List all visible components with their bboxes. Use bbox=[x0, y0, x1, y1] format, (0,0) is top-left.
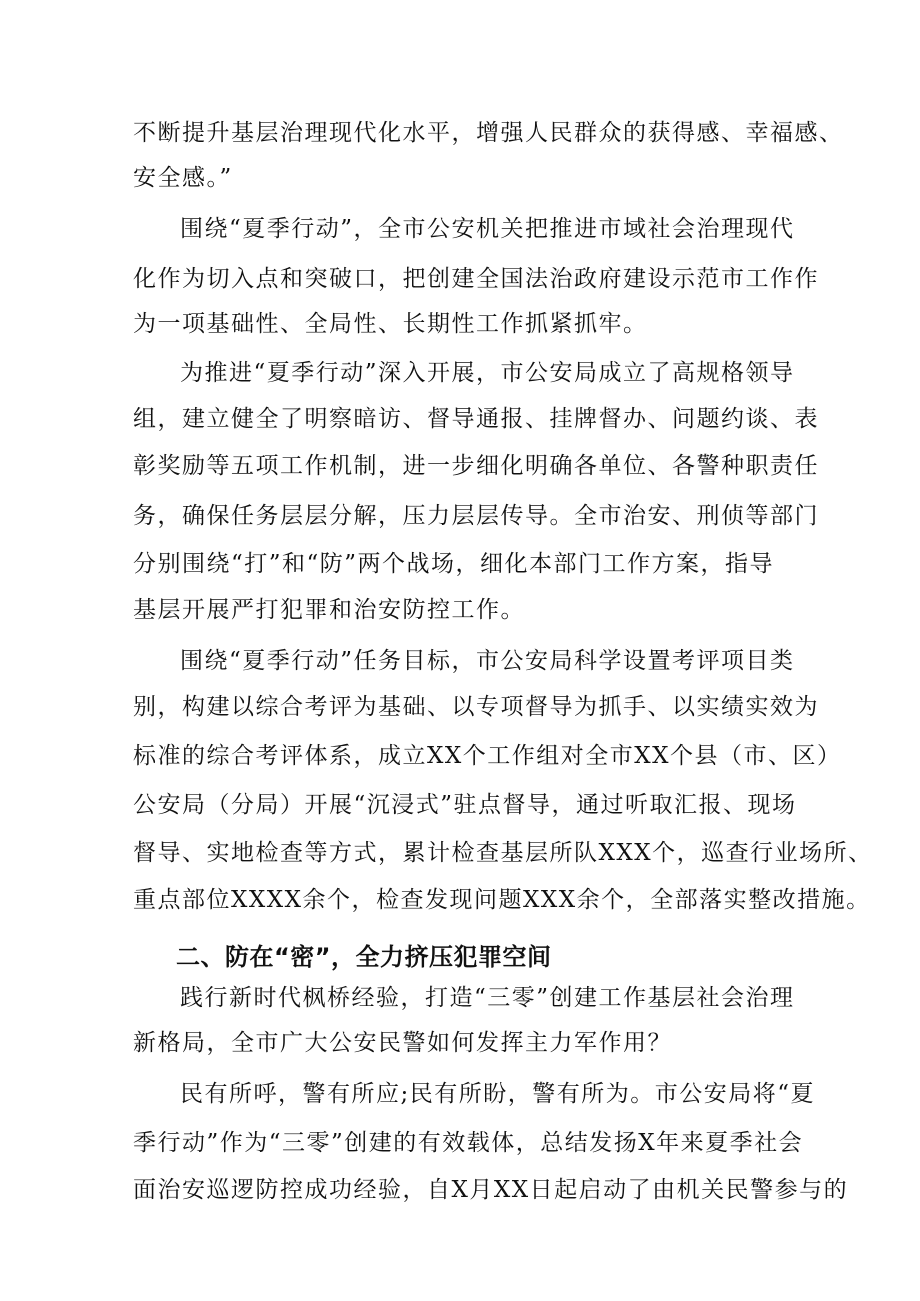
paragraph-line: 分别围绕“打”和“防”两个战场，细化本部门工作方案，指导 bbox=[133, 551, 775, 577]
paragraph-line: 彰奖励等五项工作机制，进一步细化明确各单位、各警种职责任 bbox=[133, 453, 819, 479]
paragraph-line: 不断提升基层治理现代化水平，增强人民群众的获得感、幸福感、 bbox=[133, 120, 844, 146]
paragraph-line: 践行新时代枫桥经验，打造“三零”创建工作基层社会治理 bbox=[180, 985, 795, 1011]
paragraph-line: 民有所呼，警有所应;民有所盼，警有所为。市公安局将“夏 bbox=[180, 1081, 816, 1107]
paragraph-line: 基层开展严打犯罪和治安防控工作。 bbox=[133, 597, 525, 623]
paragraph-line: 化作为切入点和突破口，把创建全国法治政府建设示范市工作作 bbox=[133, 266, 819, 292]
paragraph-line: 标准的综合考评体系，成立XX个工作组对全市XX个县（市、区） bbox=[133, 743, 842, 769]
paragraph-line: 为推进“夏季行动”深入开展，市公安局成立了高规格领导 bbox=[180, 360, 795, 386]
paragraph-line: 围绕“夏季行动”，全市公安机关把推进市域社会治理现代 bbox=[180, 216, 795, 242]
paragraph-line: 重点部位XXXX余个，检查发现问题XXX余个，全部落实整改措施。 bbox=[133, 887, 871, 913]
paragraph-line: 安全感。” bbox=[133, 165, 233, 191]
section-heading: 二、防在“密”，全力挤压犯罪空间 bbox=[176, 943, 552, 971]
paragraph-line: 围绕“夏季行动”任务目标，市公安局科学设置考评项目类 bbox=[180, 648, 795, 674]
paragraph-line: 公安局（分局）开展“沉浸式”驻点督导，通过听取汇报、现场 bbox=[133, 792, 797, 818]
paragraph-line: 务，确保任务层层分解，压力层层传导。全市治安、刑侦等部门 bbox=[133, 503, 819, 529]
paragraph-line: 为一项基础性、全局性、长期性工作抓紧抓牢。 bbox=[133, 311, 648, 337]
paragraph-line: 组，建立健全了明察暗访、督导通报、挂牌督办、问题约谈、表 bbox=[133, 406, 819, 432]
paragraph-line: 新格局，全市广大公安民警如何发挥主力军作用？ bbox=[133, 1030, 672, 1056]
paragraph-line: 面治安巡逻防控成功经验，自X月XX日起启动了由机关民警参与的 bbox=[133, 1177, 849, 1203]
paragraph-line: 季行动”作为“三零”创建的有效载体，总结发扬X年来夏季社会 bbox=[133, 1130, 804, 1156]
paragraph-line: 督导、实地检查等方式，累计检查基层所队XXX个，巡查行业场所、 bbox=[133, 840, 873, 866]
paragraph-line: 别，构建以综合考评为基础、以专项督导为抓手、以实绩实效为 bbox=[133, 694, 819, 720]
